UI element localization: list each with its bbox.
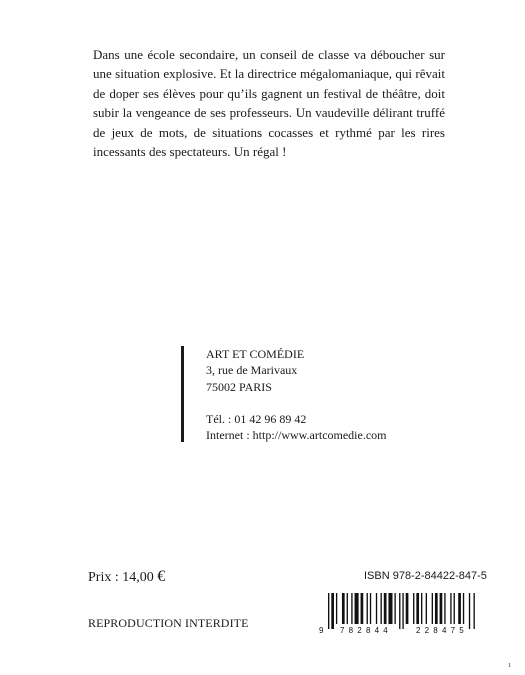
price: [88, 568, 165, 586]
barcode-bar: [399, 593, 400, 629]
barcode-right-digits: 228475: [416, 626, 468, 635]
barcode-first-digit: 9: [319, 626, 324, 635]
barcode-bar: [384, 593, 387, 624]
barcode-bar: [406, 593, 409, 624]
barcode-bar: [413, 593, 414, 624]
barcode-bar: [331, 593, 334, 629]
barcode-left-digits: 782844: [340, 626, 392, 635]
publisher-website: Internet : http://www.artcomedie.com: [206, 428, 387, 443]
isbn-barcode: [316, 593, 496, 635]
barcode-bar: [370, 593, 371, 624]
barcode-bar: [463, 593, 464, 624]
publisher-city: 75002 PARIS: [206, 379, 272, 394]
barcode-bar: [432, 593, 433, 624]
barcode-bar: [450, 593, 451, 624]
publisher-name: ART ET COMÉDIE: [206, 347, 305, 361]
barcode-bar: [394, 593, 395, 624]
barcode-bar: [440, 593, 443, 624]
barcode-bar: [351, 593, 352, 624]
barcode-bar: [416, 593, 419, 624]
barcode-bar: [376, 593, 377, 624]
barcode-bar: [388, 593, 392, 624]
barcode-bar: [381, 593, 382, 624]
barcode-bar: [421, 593, 422, 624]
barcode-bar: [347, 593, 348, 624]
barcode-bar: [328, 593, 329, 629]
barcode-bar: [361, 593, 364, 624]
barcode-bar: [454, 593, 455, 624]
barcode-bar: [367, 593, 368, 624]
back-cover-blurb: Dans une école secondaire, un conseil de classe va déboucher sur une situation explosive. Et la directrice mégalomaniaque, qui rêvait de doper ses élèves pour qu’ils gagnent un festival de théâtre, doit subir la vengeance de ses professeurs. Un vaudeville délirant truffé de jeux de mots, de situations cocasses et rythmé par les rires incessants des spectateurs. Un régal !: [93, 47, 445, 160]
publisher-phone: Tél. : 01 42 96 89 42: [206, 411, 307, 426]
barcode-bar: [458, 593, 461, 624]
barcode-bar: [435, 593, 438, 624]
barcode-bar: [336, 593, 337, 624]
barcode-bar: [402, 593, 403, 629]
barcode-bar: [426, 593, 427, 624]
publisher-street: 3, rue de Marivaux: [206, 363, 298, 378]
barcode-bar: [444, 593, 445, 624]
barcode-bar: [342, 593, 345, 624]
isbn-label: ISBN 978-2-84422-847-5: [364, 570, 487, 582]
barcode-bar: [355, 593, 359, 624]
publisher-address-block: [181, 346, 387, 442]
price-label: Prix : 14,00: [88, 570, 154, 585]
page-mark: 1: [508, 663, 511, 669]
barcode-bar: [474, 593, 475, 629]
barcode-bar: [469, 593, 470, 629]
euro-symbol: €: [157, 568, 166, 585]
reproduction-notice: REPRODUCTION INTERDITE: [88, 616, 249, 630]
